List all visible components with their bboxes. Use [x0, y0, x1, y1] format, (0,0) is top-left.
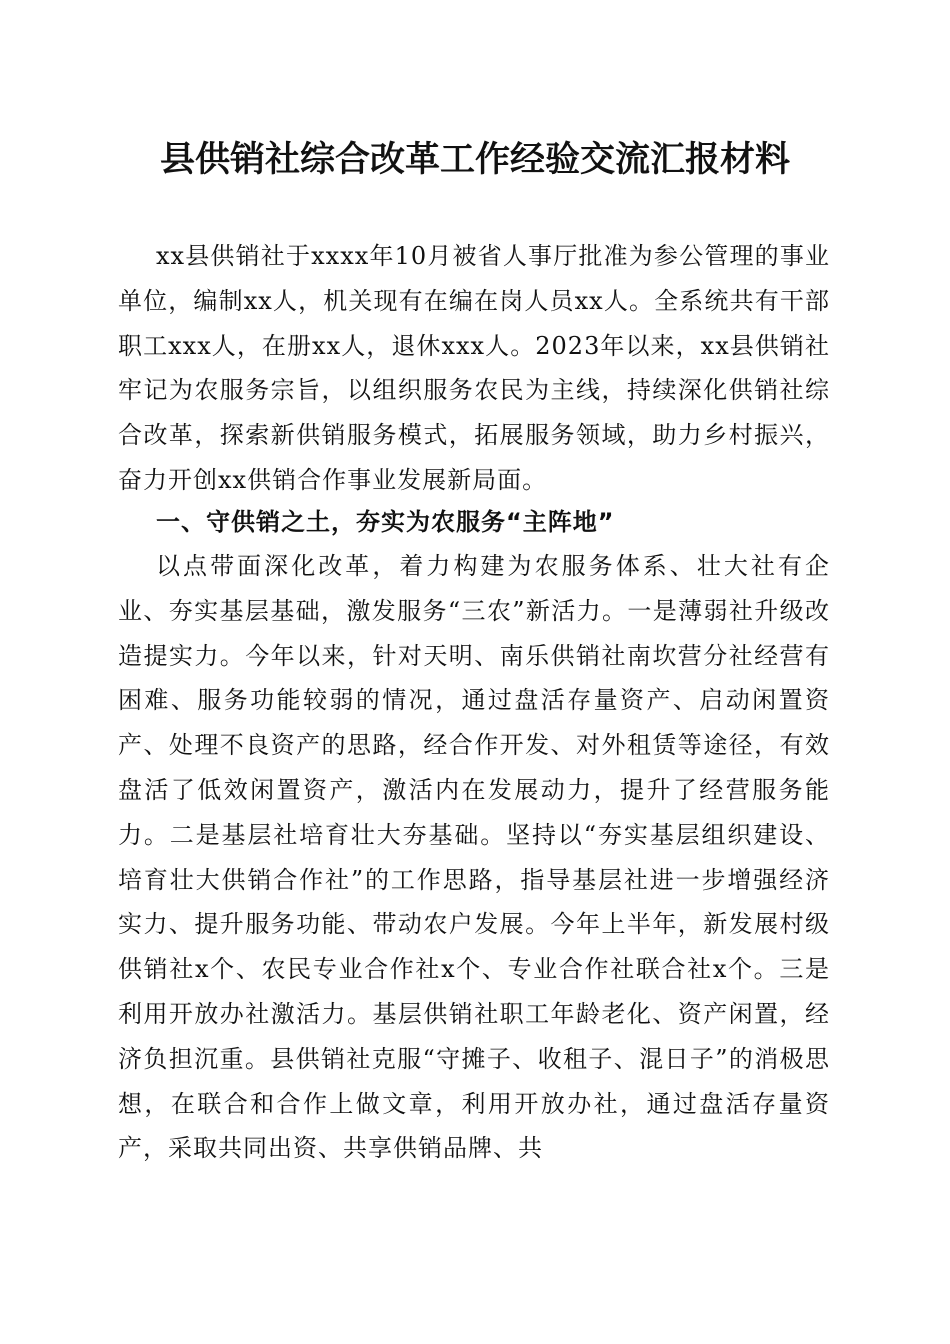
section-heading-1: 一、守供销之土，夯实为农服务“主阵地” — [156, 508, 615, 536]
page-title: 县供销社综合改革工作经验交流汇报材料 — [159, 139, 790, 180]
paragraph-section-1: 以点带面深化改革，着力构建为农服务体系、壮大社有企业、夯实基层基础，激发服务“三农”新活力。一是薄弱社升级改造提实力。今年以来，针对天明、南乐供销社南坎营分社经营有困难、服务功能较弱的情况，通过盘活存量资产、启动闲置资产、处理不良资产的思路，经合作开发、对外租赁等途径，有效盘活了低效闲置资产，激活内在发展动力，提升了经营服务能力。二是基层社培育壮大夯基础。坚持以“夯实基层组织建设、培育壮大供销合作社”的工作思路，指导基层社进一步增强经济实力、提升服务功能、带动农户发展。今年上半年，新发展村级供销社x个、农民专业合作社x个、专业合作社联合社x个。三是利用开放办社激活力。基层供销社职工年龄老化、资产闲置，经济负担沉重。县供销社克服“守摊子、收租子、混日子”的消极思想，在联合和合作上做文章，利用开放办社，通过盘活存量资产，采取共同出资、共享供销品牌、共 — [118, 552, 830, 1163]
paragraph-intro: xx县供销社于xxxx年10月被省人事厅批准为参公管理的事业单位，编制xx人，机关现有在编在岗人员xx人。全系统共有干部职工xxx人，在册xx人，退休xxx人。2023年以来，xx县供销社牢记为农服务宗旨，以组织服务农民为主线，持续深化供销社综合改革，探索新供销服务模式，拓展服务领域，助力乡村振兴，奋力开创xx供销合作事业发展新局面。 — [118, 242, 830, 494]
